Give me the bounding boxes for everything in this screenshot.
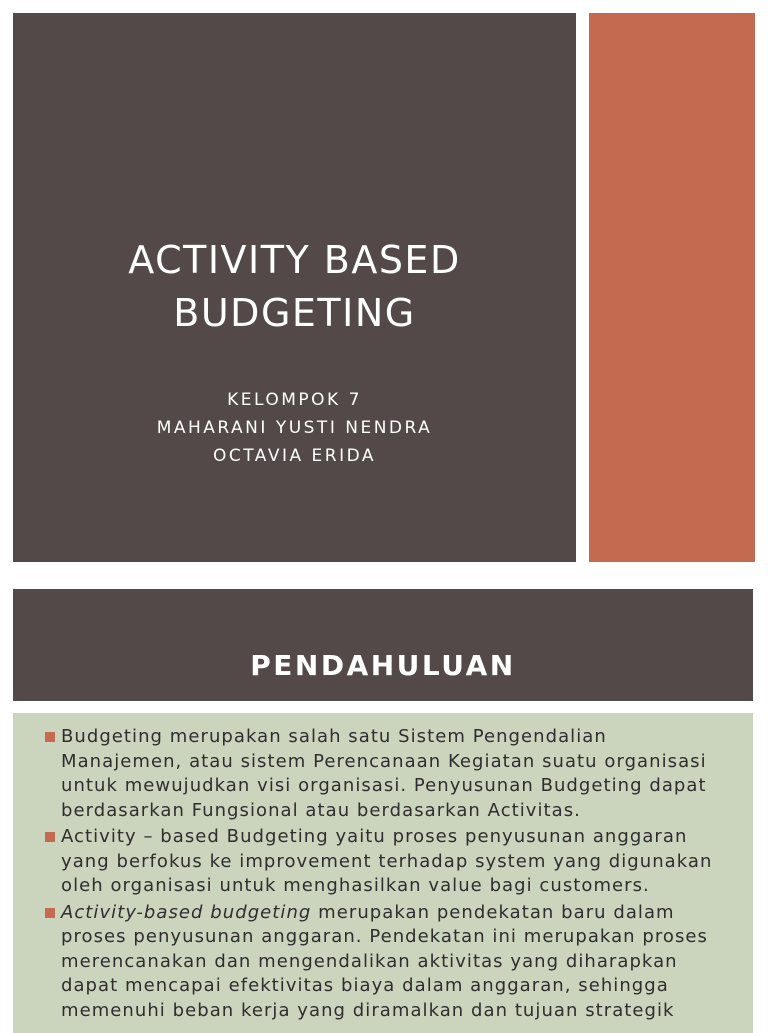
section-title: PENDAHULUAN: [250, 649, 516, 683]
author-2: OCTAVIA ERIDA: [212, 446, 377, 466]
bullet-item-1: [45, 725, 729, 823]
bullet-text: merupakan pendekatan baru dalam proses penyusunan anggaran. Pendekatan ini merupakan proses merencanakan dan mengendalikan aktivitas yang diharapkan dapat mencapai efektivitas biaya dalam anggaran, sehingga memenuhi beban kerja yang diramalkan dan tujuan strategik: [61, 901, 708, 1021]
bullet-text: Activity – based Budgeting yaitu proses penyusunan anggaran yang berfokus ke improvement terhadap system yang digunakan oleh organisasi untuk menghasilkan value bagi customers.: [61, 826, 713, 896]
presentation-title: [13, 234, 576, 340]
content-panel: [13, 713, 753, 1033]
bullet-list: [13, 713, 753, 1023]
title-line-1: ACTIVITY BASED: [128, 238, 461, 283]
presentation-subtitle: [13, 386, 576, 470]
group-name: KELOMPOK 7: [227, 390, 362, 410]
title-slide-panel: [13, 13, 576, 562]
bullet-square-icon: [45, 832, 55, 842]
author-1: MAHARANI YUSTI NENDRA: [156, 418, 433, 438]
title-line-2: BUDGETING: [173, 291, 416, 336]
bullet-text: Budgeting merupakan salah satu Sistem Pengendalian Manajemen, atau sistem Perencanaan Kegiatan suatu organisasi untuk mewujudkan visi organisasi. Penyusunan Budgeting dapat berdasarkan Fungsional atau berdasarkan Activitas.: [61, 726, 707, 821]
accent-panel: [589, 13, 755, 562]
bullet-item-3: [45, 901, 729, 1024]
bullet-italic-lead: Activity-based budgeting: [61, 901, 312, 923]
bullet-square-icon: [45, 732, 55, 742]
bullet-item-2: [45, 825, 729, 899]
section-header-panel: [13, 589, 753, 701]
bullet-square-icon: [45, 908, 55, 918]
